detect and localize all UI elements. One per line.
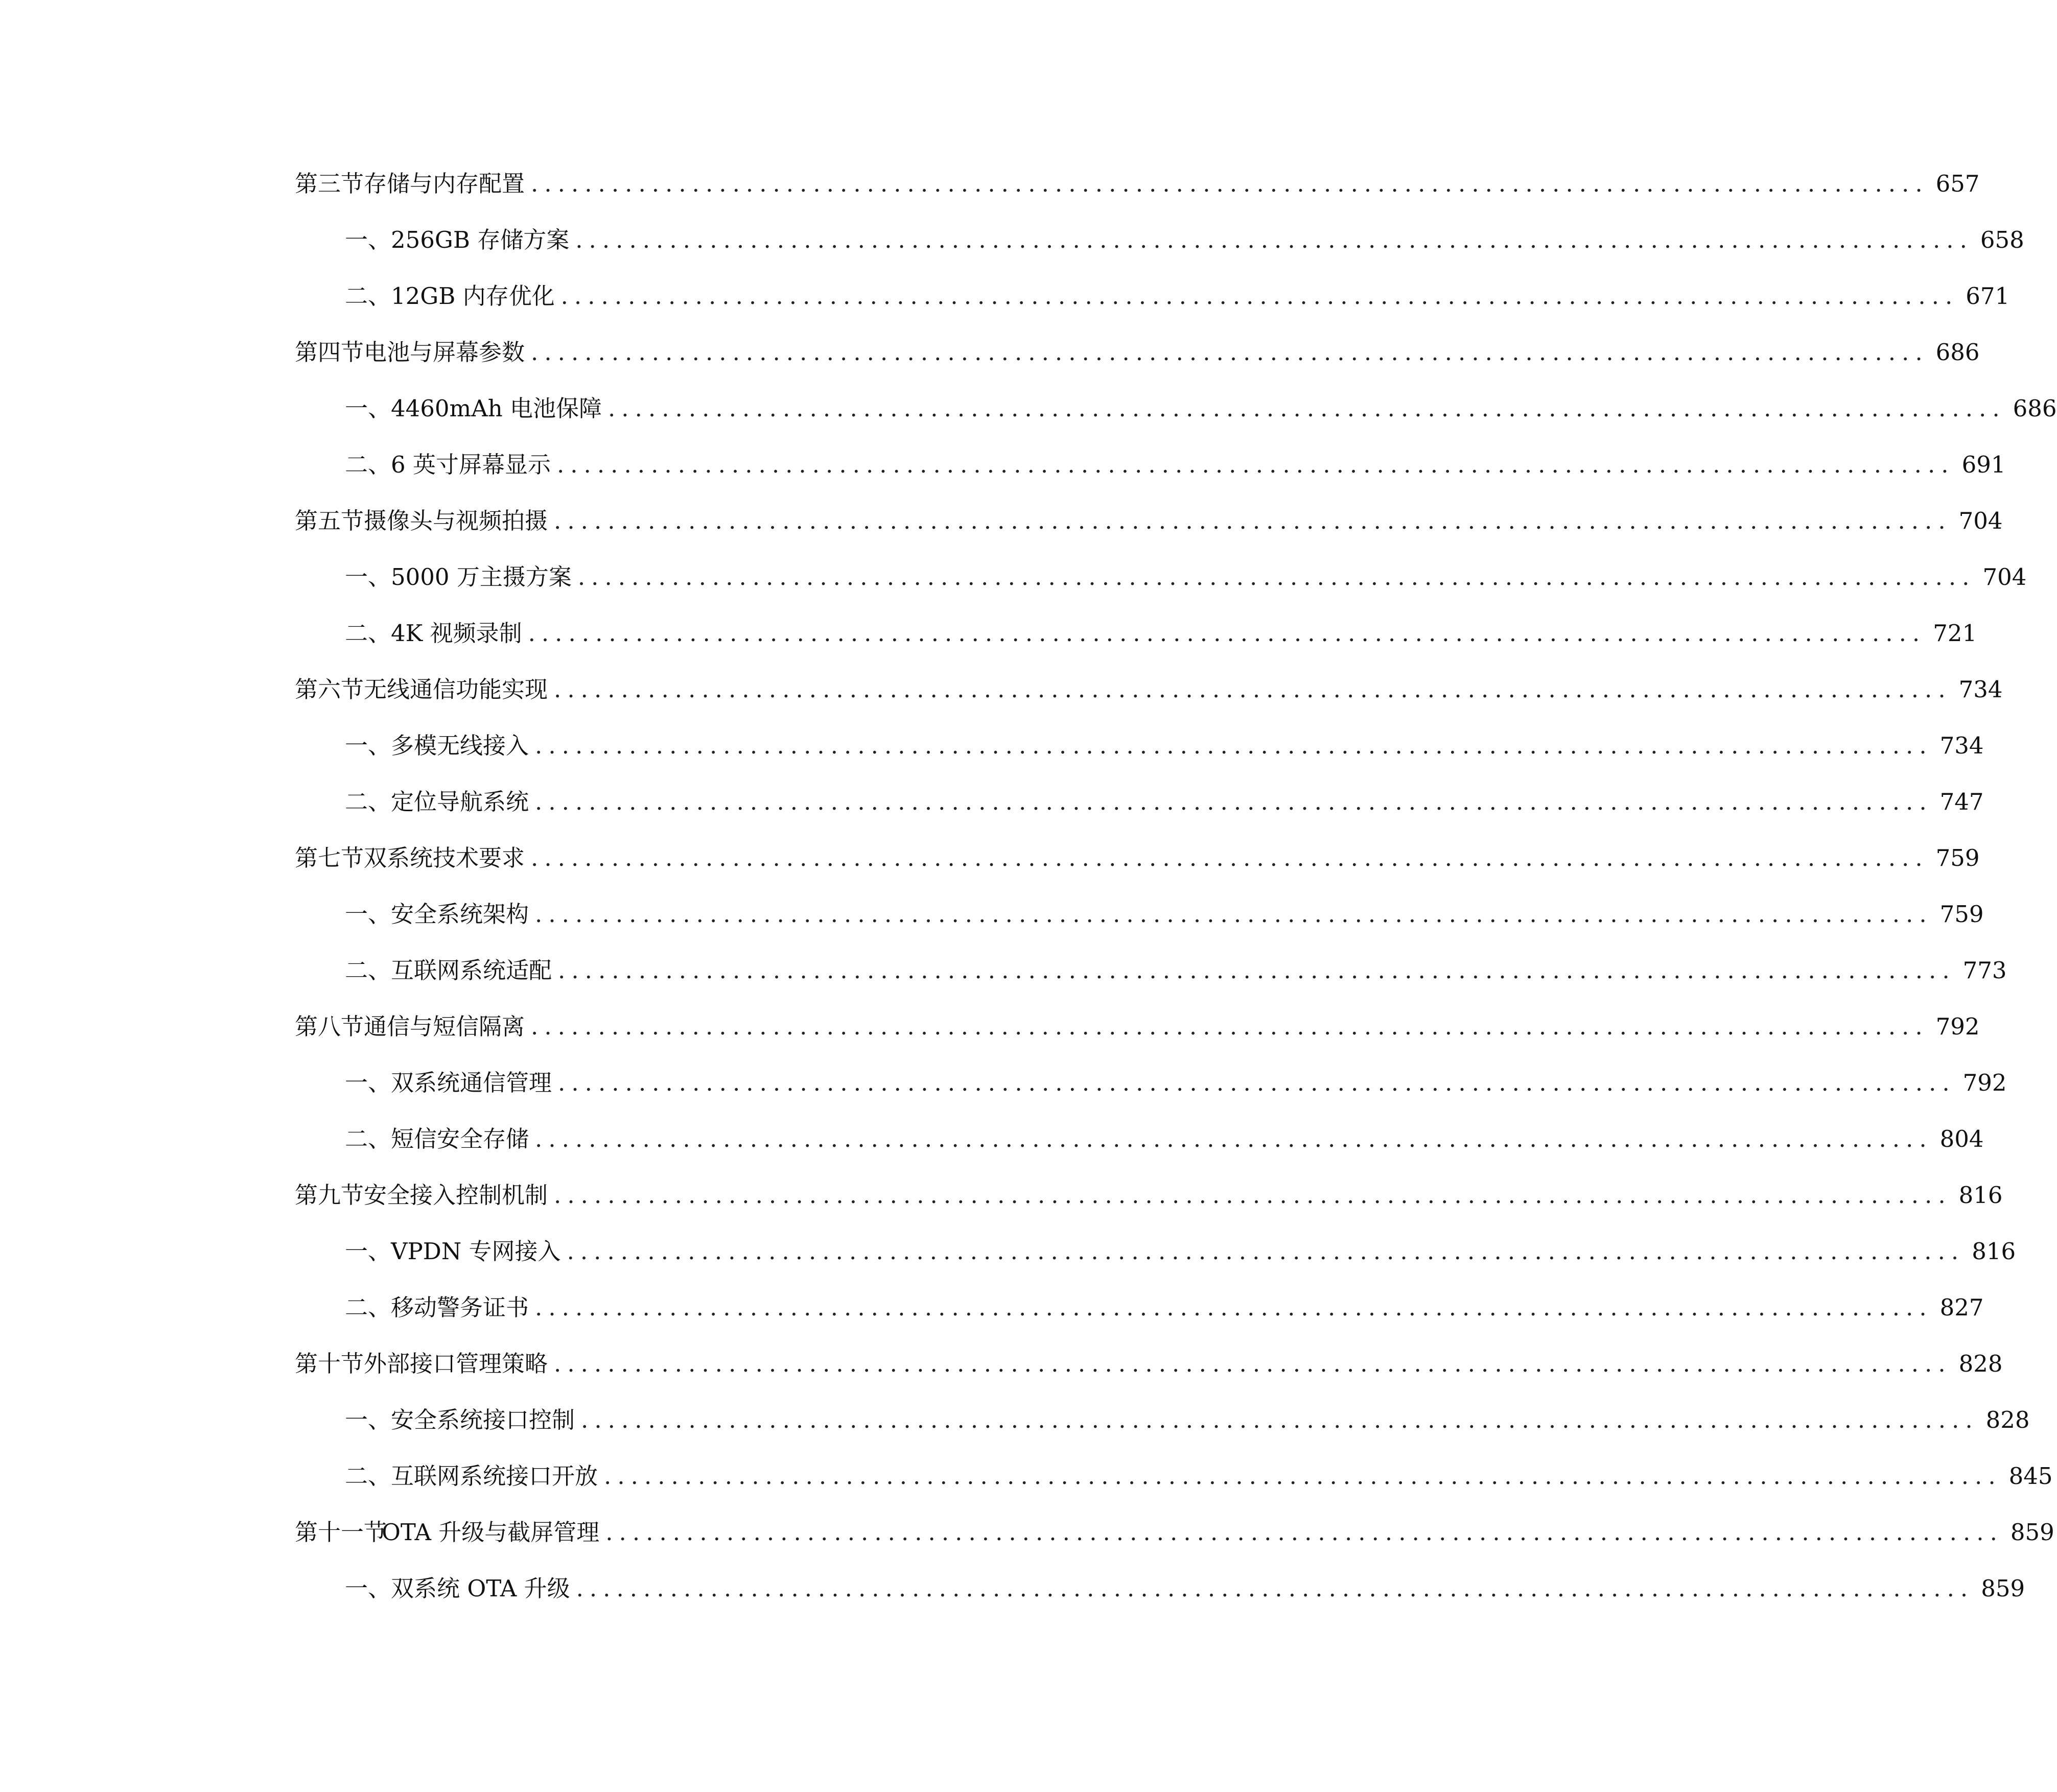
toc-page-number: 657 <box>1935 170 1980 197</box>
toc-entry-number: 第三节 <box>295 170 364 197</box>
toc-entry-number: 一、 <box>345 226 391 253</box>
toc-entry-subsection[interactable] <box>295 1111 1984 1167</box>
toc-entry-title: OTA 升级与截屏管理 <box>382 1519 600 1546</box>
toc-entry-subsection[interactable] <box>295 1223 2016 1280</box>
toc-page-number: 704 <box>1958 507 2003 534</box>
toc-entry-section[interactable] <box>295 1336 2003 1392</box>
toc-leader-dots: ........................................................................................................ <box>554 1182 1952 1209</box>
toc-page-number: 686 <box>2013 395 2057 422</box>
toc-page-number: 816 <box>1958 1182 2003 1209</box>
toc-page-number: 845 <box>2008 1463 2053 1490</box>
toc-entry-number: 一、 <box>345 901 391 928</box>
toc-entry-title: 4K 视频录制 <box>391 620 522 647</box>
toc-entry-number: 第四节 <box>295 339 364 366</box>
toc-page-number: 691 <box>1961 451 2006 478</box>
toc-entry-subsection[interactable] <box>295 942 2007 999</box>
toc-leader-dots: ........................................................................................................ <box>531 844 1929 871</box>
toc-entry-title: 12GB 内存优化 <box>391 282 555 310</box>
toc-leader-dots: ........................................................................................................ <box>554 1350 1952 1377</box>
toc-entry-title: 4460mAh 电池保障 <box>391 395 602 422</box>
toc-page-number: 747 <box>1939 788 1984 815</box>
toc-entry-number: 一、 <box>345 563 391 591</box>
toc-entry-number: 第八节 <box>295 1013 364 1040</box>
toc-leader-dots: ........................................................................................................ <box>535 732 1933 759</box>
toc-page-number: 759 <box>1939 901 1984 928</box>
toc-entry-title: 存储与内存配置 <box>364 170 525 197</box>
toc-entry-section[interactable] <box>295 493 2003 549</box>
toc-page-number: 792 <box>1962 1069 2007 1096</box>
toc-leader-dots: ........................................................................................................ <box>531 339 1929 366</box>
toc-leader-dots: ........................................................................................................ <box>558 957 1956 984</box>
toc-entry-subsection[interactable] <box>295 381 2057 437</box>
toc-entry-section[interactable] <box>295 662 2003 718</box>
toc-entry-title: 双系统 OTA 升级 <box>391 1575 570 1602</box>
toc-entry-title: 5000 万主摄方案 <box>391 563 572 591</box>
toc-entry-title: 电池与屏幕参数 <box>364 339 525 366</box>
toc-page-number: 816 <box>1972 1238 2016 1265</box>
toc-leader-dots: ........................................................................................................ <box>558 1069 1956 1096</box>
toc-entry-section[interactable] <box>295 830 1980 886</box>
toc-entry-number: 二、 <box>345 1463 391 1490</box>
toc-page-number: 773 <box>1962 957 2007 984</box>
toc-entry-section[interactable] <box>295 324 1980 381</box>
toc-entry-subsection[interactable] <box>295 1280 1984 1336</box>
toc-entry-subsection[interactable] <box>295 774 1984 830</box>
toc-entry-number: 二、 <box>345 957 391 984</box>
toc-leader-dots: ........................................................................................................ <box>528 620 1926 647</box>
toc-entry-subsection[interactable] <box>295 1448 2053 1504</box>
toc-page-number: 734 <box>1939 732 1984 759</box>
toc-entry-number: 第九节 <box>295 1182 364 1209</box>
toc-leader-dots: ........................................................................................................ <box>604 1463 2002 1490</box>
toc-entry-number: 第十节 <box>295 1350 364 1377</box>
toc-page-number: 828 <box>1985 1406 2030 1433</box>
toc-leader-dots: ........................................................................................................ <box>560 282 1959 310</box>
toc-entry-title: 无线通信功能实现 <box>364 676 548 703</box>
toc-entry-title: 摄像头与视频拍摄 <box>364 507 548 534</box>
toc-page-number: 686 <box>1935 339 1980 366</box>
toc-entry-title: 互联网系统适配 <box>391 957 552 984</box>
toc-leader-dots: ........................................................................................................ <box>531 170 1929 197</box>
toc-entry-number: 二、 <box>345 282 391 310</box>
toc-leader-dots: ........................................................................................................ <box>575 226 1973 253</box>
toc-page-number: 792 <box>1935 1013 1980 1040</box>
toc-leader-dots: ........................................................................................................ <box>608 395 2006 422</box>
toc-leader-dots: ........................................................................................................ <box>605 1519 2003 1546</box>
toc-entry-subsection[interactable] <box>295 212 2024 268</box>
toc-entry-section[interactable] <box>295 1504 2054 1561</box>
toc-entry-subsection[interactable] <box>295 1561 2025 1617</box>
toc-page-number: 658 <box>1980 226 2024 253</box>
toc-entry-title: 安全系统架构 <box>391 901 529 928</box>
toc-entry-subsection[interactable] <box>295 605 1977 662</box>
toc-entry-number: 二、 <box>345 620 391 647</box>
toc-leader-dots: ........................................................................................................ <box>554 676 1952 703</box>
toc-page-number: 721 <box>1933 620 1977 647</box>
toc-entry-title: 双系统技术要求 <box>364 844 525 871</box>
toc-page-number: 734 <box>1958 676 2003 703</box>
toc-entry-section[interactable] <box>295 999 1980 1055</box>
toc-page-number: 859 <box>2010 1519 2054 1546</box>
toc-entry-subsection[interactable] <box>295 437 2006 493</box>
toc-entry-title: VPDN 专网接入 <box>391 1238 561 1265</box>
toc-entry-number: 第五节 <box>295 507 364 534</box>
toc-entry-number: 一、 <box>345 1406 391 1433</box>
toc-leader-dots: ........................................................................................................ <box>567 1238 1965 1265</box>
toc-entry-subsection[interactable] <box>295 549 2027 605</box>
toc-entry-subsection[interactable] <box>295 268 2010 324</box>
toc-page-number: 704 <box>1982 563 2027 591</box>
toc-entry-title: 外部接口管理策略 <box>364 1350 548 1377</box>
toc-page-number: 859 <box>1981 1575 2025 1602</box>
toc-entry-number: 二、 <box>345 451 391 478</box>
toc-page-number: 671 <box>1966 282 2010 310</box>
toc-leader-dots: ........................................................................................................ <box>576 1575 1974 1602</box>
toc-entry-subsection[interactable] <box>295 1055 2007 1111</box>
toc-page-number: 804 <box>1939 1125 1984 1152</box>
toc-entry-title: 多模无线接入 <box>391 732 529 759</box>
toc-leader-dots: ........................................................................................................ <box>535 788 1933 815</box>
toc-entry-title: 256GB 存储方案 <box>391 226 570 253</box>
toc-leader-dots: ........................................................................................................ <box>535 901 1933 928</box>
toc-entry-number: 第七节 <box>295 844 364 871</box>
toc-entry-number: 第六节 <box>295 676 364 703</box>
toc-entry-title: 短信安全存储 <box>391 1125 529 1152</box>
toc-entry-subsection[interactable] <box>295 718 1984 774</box>
toc-entry-title: 互联网系统接口开放 <box>391 1463 598 1490</box>
toc-entry-title: 安全接入控制机制 <box>364 1182 548 1209</box>
toc-entry-subsection[interactable] <box>295 886 1984 942</box>
toc-page-number: 827 <box>1939 1294 1984 1321</box>
toc-leader-dots: ........................................................................................................ <box>577 563 1976 591</box>
toc-entry-number: 二、 <box>345 1125 391 1152</box>
toc-entry-section[interactable] <box>295 1167 2003 1223</box>
toc-leader-dots: ........................................................................................................ <box>554 507 1952 534</box>
toc-page-number: 759 <box>1935 844 1980 871</box>
toc-leader-dots: ........................................................................................................ <box>531 1013 1929 1040</box>
table-of-contents <box>295 156 2057 1617</box>
toc-entry-subsection[interactable] <box>295 1392 2030 1448</box>
toc-leader-dots: ........................................................................................................ <box>581 1406 1979 1433</box>
toc-leader-dots: ........................................................................................................ <box>535 1294 1933 1321</box>
toc-entry-number: 一、 <box>345 1575 391 1602</box>
toc-entry-number: 一、 <box>345 1238 391 1265</box>
toc-entry-title: 安全系统接口控制 <box>391 1406 575 1433</box>
toc-entry-number: 一、 <box>345 395 391 422</box>
toc-entry-title: 双系统通信管理 <box>391 1069 552 1096</box>
toc-entry-section[interactable] <box>295 156 1980 212</box>
toc-entry-number: 二、 <box>345 1294 391 1321</box>
toc-leader-dots: ........................................................................................................ <box>556 451 1955 478</box>
toc-entry-title: 6 英寸屏幕显示 <box>391 451 551 478</box>
toc-leader-dots: ........................................................................................................ <box>535 1125 1933 1152</box>
toc-entry-number: 一、 <box>345 1069 391 1096</box>
toc-entry-title: 通信与短信隔离 <box>364 1013 525 1040</box>
toc-entry-number: 一、 <box>345 732 391 759</box>
toc-entry-number: 第十一节 <box>295 1519 387 1546</box>
toc-entry-title: 定位导航系统 <box>391 788 529 815</box>
toc-page-number: 828 <box>1958 1350 2003 1377</box>
toc-entry-title: 移动警务证书 <box>391 1294 529 1321</box>
toc-entry-number: 二、 <box>345 788 391 815</box>
